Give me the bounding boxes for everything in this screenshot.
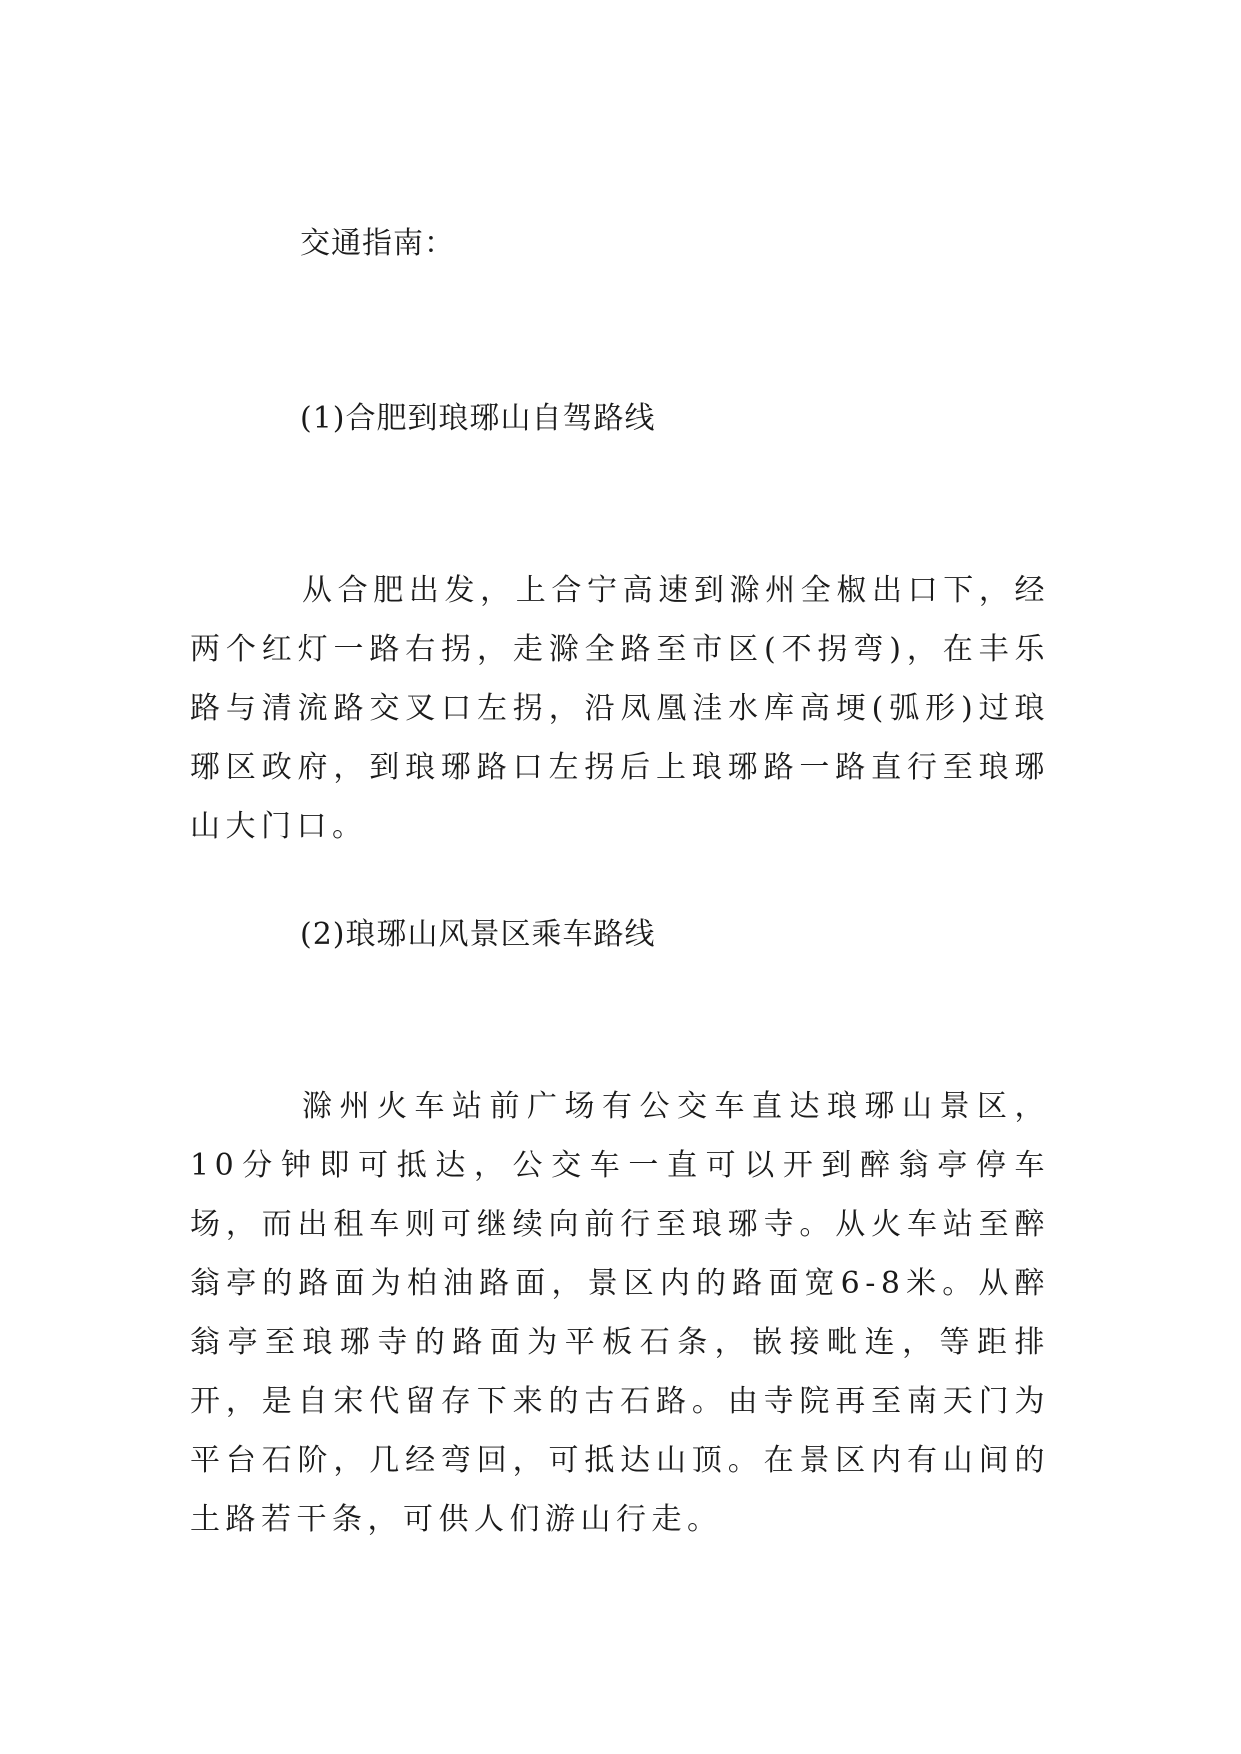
section-heading-self-drive: (1)合肥到琅琊山自驾路线 <box>300 401 656 436</box>
page-title: 交通指南： <box>300 226 455 261</box>
section-body-bus-route: 滁州火车站前广场有公交车直达琅琊山景区，10分钟即可抵达，公交车一直可以开到醉翁亭停车场，而出租车则可继续向前行至琅琊寺。从火车站至醉翁亭的路面为柏油路面，景区内的路面宽6-8米。从醉翁亭至琅琊寺的路面为平板石条，嵌接毗连，等距排开，是自宋代留存下来的古石路。由寺院再至南天门为平台石阶，几经弯回，可抵达山顶。在景区内有山间的土路若干条，可供人们游山行走。 <box>190 1089 1050 1537</box>
section-heading-bus-route: (2)琅琊山风景区乘车路线 <box>300 917 656 952</box>
section-body-self-drive: 从合肥出发，上合宁高速到滁州全椒出口下，经两个红灯一路右拐，走滁全路至市区(不拐弯)，在丰乐路与清流路交叉口左拐，沿凤凰洼水库高埂(弧形)过琅琊区政府，到琅琊路口左拐后上琅琊路一路直行至琅琊山大门口。 <box>190 573 1050 844</box>
